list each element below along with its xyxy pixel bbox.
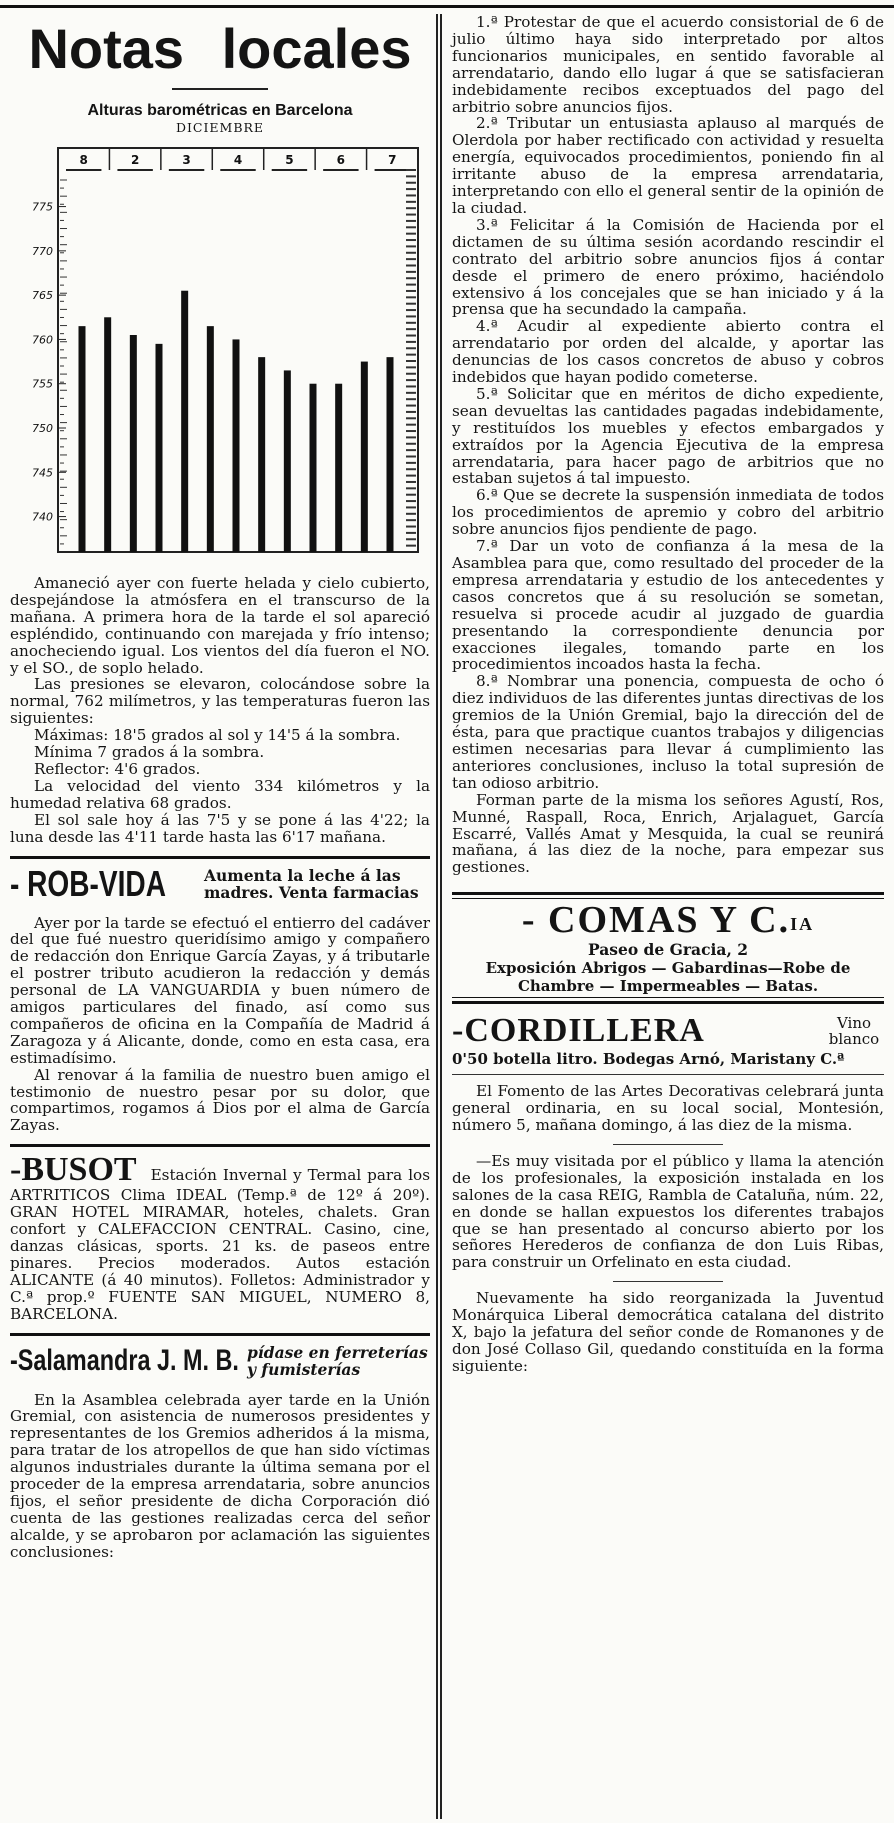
title-rule: [172, 88, 268, 90]
section-rule: [613, 1281, 723, 1282]
pressure-bar: [310, 384, 317, 552]
conclusion-item: 7.ª Dar un voto de confianza á la mesa de la Asamblea para que, como resultado del proceder de la empresa arrendataria y estudio de los antecedentes y casos concretos que á su resolución se sometan, resuelva si procede acudir al juzgado de guardia presentando la correspondiente denuncia por exacciones ilegales, tomando parte en los procedimientos incoados hasta la fecha.: [452, 537, 884, 674]
ponencia-members: Forman parte de la misma los señores Agustí, Ros, Munné, Raspall, Roca, Enrich, Arjalaguet, García Escarré, Vallés Amat y Mesquida, la cual se reunirá mañana, á las diez de la noche, para empezar sus gestiones.: [452, 790, 884, 877]
y-tick-label: 750: [32, 422, 53, 435]
day-label: 2: [130, 153, 140, 167]
pressure-bar: [284, 370, 291, 552]
weather-paragraph: Mínima 7 grados á la sombra.: [34, 743, 265, 762]
asamblea-paragraph: En la Asamblea celebrada ayer tarde en la Unión Gremial, con asistencia de numerosos presidentes y representantes de los Gremios adheridos á la misma, para tratar de los atropellos de que han sido víctimas algunos industriales durante la última semana por el proceder de la empresa arrendataria, sobre anuncios fijos, el señor presidente de dicha Corporación dió cuenta de las gestiones realizadas cerca del señor alcalde, y se aprobaron por aclamación las siguientes conclusiones:: [10, 1390, 430, 1561]
pressure-bar: [387, 357, 394, 552]
busot-text: Estación Invernal y Termal para los ARTRITICOS Clima IDEAL (Temp.ª de 12º á 20º). GRAN HOTEL MIRAMAR, hoteles, chalets. Gran confort y CALEFACCION CENTRAL. Casino, cine, danzas clásicas, sports. 21 ks. de paseos entre pinares. Precios moderados. Autos estación ALICANTE (á 40 minutos). Folletos: Administrador y C.ª prop.º FUENTE SAN MIGUEL, NUMERO 8, BARCELONA.: [10, 1166, 430, 1323]
conclusion-item: 4.ª Acudir al expediente abierto contra el arrendatario por orden del alcalde, y aportar las denuncias de los casos concretos de abuso y cobros indebidos que hayan podido cometerse.: [452, 317, 884, 387]
column-divider: [436, 14, 438, 1819]
robvida-ad: [10, 856, 430, 907]
robvida-brand: - ROB-VIDA: [10, 862, 166, 904]
conclusion-item: 6.ª Que se decrete la suspensión inmediata de todos los procedimientos de apremio y cobro del arbitrio sobre anuncios fijos pendiente de pago.: [452, 486, 884, 539]
y-tick-label: 760: [32, 333, 53, 347]
salamandra-ad: [10, 1333, 430, 1384]
salamandra-text: pídase en ferreterías y fumisterías: [247, 1342, 428, 1379]
day-label: 3: [182, 153, 191, 167]
top-rule: [0, 5, 894, 8]
comas-ad: [452, 892, 884, 1004]
cordillera-line: 0'50 botella litro. Bodegas Arnó, Maristany C.ª: [452, 1050, 845, 1069]
conclusion-item: 5.ª Solicitar que en méritos de dicho expediente, sean devueltas las cantidades pagadas indebidamente, y restituídos los muebles y efectos embargados y extraídos por la Agencia Ejecutiva de la empresa arrendataria, para hacer pago de arbitrios que no estaban sujetos á tal impuesto.: [452, 384, 884, 488]
comas-products: Exposición Abrigos — Gabardinas—Robe de Chambre — Impermeables — Batas.: [485, 959, 851, 996]
pressure-bar: [104, 317, 111, 552]
comas-address: Paseo de Gracia, 2: [587, 940, 749, 960]
pressure-bar: [335, 384, 342, 552]
cordillera-side: Vino blanco: [828, 1014, 880, 1049]
weather-paragraph: Las presiones se elevaron, colocándose sobre la normal, 762 milímetros, y las temperaturas fueron las siguientes:: [10, 675, 430, 728]
busot-ad: [10, 1144, 430, 1322]
salamandra-brand: -Salamandra J. M. B.: [10, 1343, 239, 1377]
column-divider-inner: [440, 14, 442, 1819]
fomento-paragraph: El Fomento de las Artes Decorativas celebrará junta general ordinaria, en su local social, Montesión, número 5, mañana domingo, á las diez de la misma.: [452, 1082, 884, 1135]
pressure-bar: [181, 291, 188, 552]
day-label: 5: [285, 153, 294, 167]
weather-paragraph: La velocidad del viento 334 kilómetros y la humedad relativa 68 grados.: [10, 776, 430, 812]
pressure-bar: [79, 326, 86, 552]
y-tick-label: 740: [32, 510, 53, 524]
day-label: 7: [388, 153, 397, 167]
pressure-bar: [258, 357, 265, 552]
y-tick-label: 755: [32, 377, 53, 391]
chart-title: Alturas barométricas en Barcelona: [87, 102, 353, 119]
chart-subtitle: DICIEMBRE: [175, 120, 265, 135]
right-column: [452, 14, 884, 1375]
weather-paragraph: Reflector: 4'6 grados.: [34, 759, 201, 778]
conclusion-item: 1.ª Protestar de que el acuerdo consistorial de 6 de julio último haya sido interpretado por altos funcionarios municipales, en sentido favorable al arrendatario, dando ello lugar á que se satisfacieran indebidamente recibos exceptuados del pago del arbitrio sobre anuncios fijos.: [452, 13, 884, 116]
busot-brand: -BUSOT: [10, 1151, 137, 1189]
conclusion-item: 8.ª Nombrar una ponencia, compuesta de ocho ó diez individuos de las diferentes juntas directivas de los gremios de la Unión Gremial, bajo la dirección del de ésta, para que practique cuantos trabajos y diligencias estimen necesarias para llevar á cumplimiento las anteriores conclusiones, incluso la total supresión de tan odioso arbitrio.: [452, 672, 884, 792]
obituary-paragraph: Al renovar á la familia de nuestro buen amigo el testimonio de nuestro pesar por su dolor, que compartimos, rogamos á Dios por el alma de García Zayas.: [10, 1065, 430, 1135]
weather-paragraph: Máximas: 18'5 grados al sol y 14'5 á la sombra.: [34, 726, 401, 745]
day-label: 8: [79, 153, 88, 167]
pressure-bar: [130, 335, 137, 552]
robvida-text: Aumenta la leche á las madres. Venta farmacias: [204, 865, 419, 902]
exposicion-paragraph: —Es muy visitada por el público y llama la atención de los profesionales, la exposición instalada en los salones de la casa REIG, Rambla de Cataluña, núm. 22, en donde se hallan expuestos los diferentes trabajos que se han presentado al concurso abierto por los señores Herederos de confianza de don Luis Ribas, para construir un Orfelinato en esta ciudad.: [452, 1151, 884, 1272]
conclusion-item: 2.ª Tributar un entusiasta aplauso al marqués de Olerdola por haber rectificado con actividad y resuelta energía, equivocados procedimientos, poniendo fin al irritante abuso de la empresa arrendataria, interpretando con ello el general sentir de la opinión de la ciudad.: [452, 114, 884, 217]
y-tick-label: 775: [32, 200, 53, 214]
section-rule: [613, 1144, 723, 1145]
cordillera-brand: -CORDILLERA: [452, 1012, 705, 1050]
page-title: Notas locales: [28, 17, 412, 80]
y-tick-label: 745: [32, 466, 53, 480]
chart-svg: [10, 140, 430, 565]
barometric-chart: [10, 102, 430, 569]
pressure-bar: [156, 344, 163, 552]
weather-paragraph: El sol sale hoy á las 7'5 y se pone á las 4'22; la luna desde las 4'11 tarde hasta las 6'17 mañana.: [10, 810, 430, 846]
y-tick-label: 765: [32, 289, 53, 303]
weather-paragraph: Amaneció ayer con fuerte helada y cielo cubierto, despejándose la atmósfera en el transcurso de la mañana. A primera hora de la tarde el sol apareció espléndido, continuando con marejada y frío intenso; anocheciendo igual. Los vientos del día fueron el NO. y el SO., de soplo helado.: [10, 574, 430, 677]
pressure-bar: [361, 362, 368, 552]
obituary-paragraph: Ayer por la tarde se efectuó el entierro del cadáver del que fué nuestro queridísimo amigo y compañero de redacción don Enrique García Zayas, y á tributarle el postrer tributo acudieron la redacción y demás personal de LA VANGUARDIA y buen número de amigos particulares del finado, así como sus compañeros de oficina en la Compañía de Madrid á Zaragoza y á Alicante, donde, como en esta casa, era estimadísimo.: [10, 913, 430, 1067]
comas-brand-sup: IA: [790, 914, 815, 935]
cordillera-ad: [452, 1012, 884, 1075]
comas-brand: - COMAS Y C.: [521, 899, 791, 942]
juventud-paragraph: Nuevamente ha sido reorganizada la Juventud Monárquica Liberal democrática catalana del distrito X, bajo la jefatura del señor conde de Romanones y de don José Collaso Gil, quedando constituída en la forma siguiente:: [452, 1289, 884, 1375]
conclusion-item: 3.ª Felicitar á la Comisión de Hacienda por el dictamen de su última sesión acordando rescindir el contrato del arbitrio sobre anuncios fijos á contar desde el primero de enero próximo, haciéndolo extensivo á los concejales que se han iniciado y á la prensa que ha secundado la campaña.: [452, 215, 884, 319]
pressure-bar: [233, 339, 240, 552]
day-label: 4: [233, 153, 243, 167]
y-tick-label: 770: [32, 244, 53, 258]
pressure-bar: [207, 326, 214, 552]
left-column: [10, 14, 430, 1561]
day-label: 6: [336, 153, 346, 167]
